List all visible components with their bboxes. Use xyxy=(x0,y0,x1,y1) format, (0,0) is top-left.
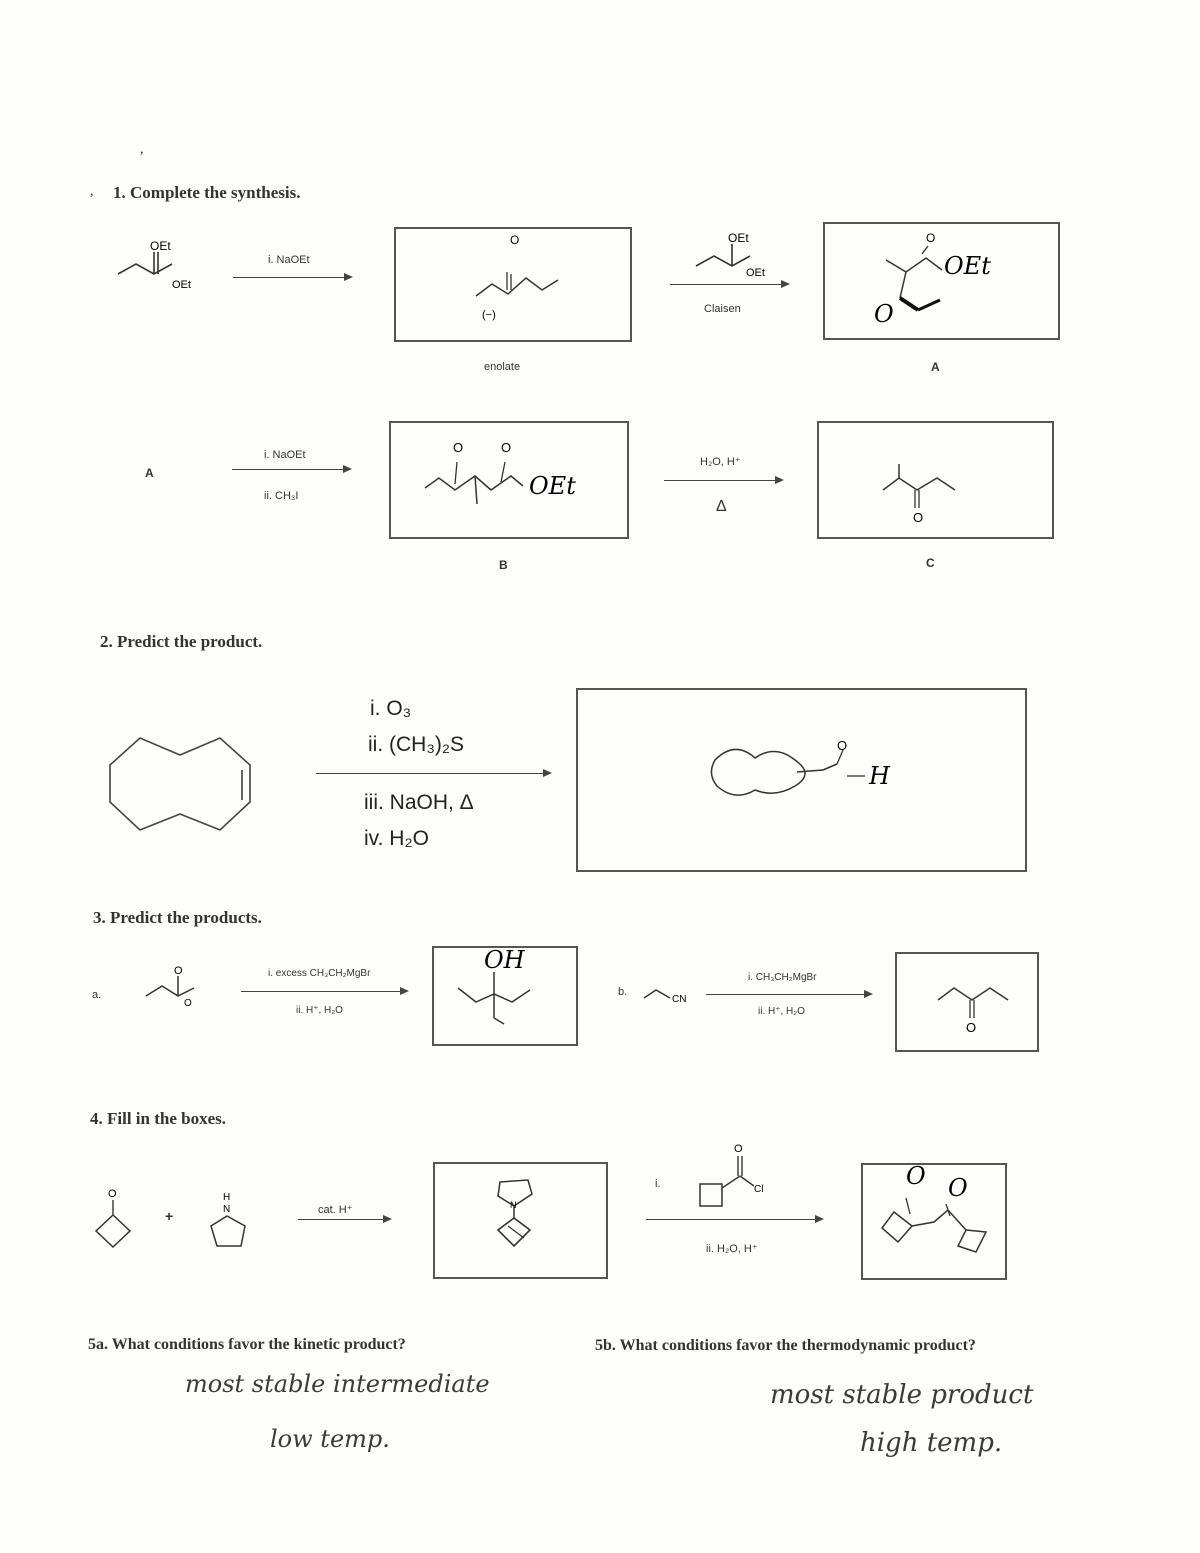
svg-text:H: H xyxy=(223,1192,231,1203)
reagent-cat-h: cat. H⁺ xyxy=(318,1204,353,1216)
product-c-drawing xyxy=(875,460,985,530)
start-a-label: A xyxy=(145,466,154,480)
svg-text:OEt: OEt xyxy=(728,231,749,245)
reagent-h-h2o: ii. H⁺, H₂O xyxy=(296,1005,343,1016)
carbonyl-oxygen: OEt xyxy=(150,239,171,253)
oet-label: OEt xyxy=(172,279,191,291)
svg-text:O: O xyxy=(913,510,924,525)
part-a-label: a. xyxy=(92,989,102,1001)
reaction-arrow xyxy=(232,469,350,470)
stray-mark: , xyxy=(140,142,144,157)
reagent-h-h2o-2: ii. H⁺, H₂O xyxy=(758,1006,805,1017)
svg-text:Cl: Cl xyxy=(754,1184,764,1195)
ethyl-propanoate-structure xyxy=(110,240,210,300)
q3b-product-drawing xyxy=(930,970,1030,1040)
svg-text:O: O xyxy=(906,1162,926,1190)
question-4-title: 4. Fill in the boxes. xyxy=(90,1109,227,1128)
reaction-arrow xyxy=(298,1219,390,1220)
question-1-title: 1. Complete the synthesis. xyxy=(113,183,301,202)
plus-sign: + xyxy=(165,1208,174,1224)
svg-text:O: O xyxy=(184,998,192,1009)
reagent-naoet: i. NaOEt xyxy=(268,254,310,266)
reagent-h2o-h: H₂O, H⁺ xyxy=(700,456,741,468)
product-b-drawing xyxy=(415,432,615,522)
reaction-arrow xyxy=(646,1219,822,1220)
cyclobutanone-structure xyxy=(90,1185,140,1255)
product-a-label: A xyxy=(931,360,940,374)
reagent-grignard: i. CH₃CH₂MgBr xyxy=(748,972,817,983)
svg-text:O: O xyxy=(948,1174,968,1202)
methyl-propanoate-structure xyxy=(140,962,220,1012)
svg-text:O: O xyxy=(966,1020,977,1035)
reaction-arrow xyxy=(233,277,351,278)
answer-5b-line2: high temp. xyxy=(860,1428,1003,1458)
product-a-drawing xyxy=(870,228,1030,328)
enolate-label: enolate xyxy=(484,361,521,373)
answer-5b-line1: most stable product xyxy=(770,1380,1034,1410)
answer-5a-line2: low temp. xyxy=(270,1425,390,1453)
svg-text:O: O xyxy=(837,738,848,753)
reagent-step-ii: ii. H₂O, H⁺ xyxy=(706,1243,758,1255)
reaction-arrow xyxy=(670,284,788,285)
enamine-drawing xyxy=(488,1172,558,1262)
reagent-naoh: iii. NaOH, Δ xyxy=(364,791,474,814)
reagent-dms: ii. (CH₃)₂S xyxy=(368,733,465,756)
reaction-arrow xyxy=(664,480,782,481)
svg-text:N: N xyxy=(223,1204,231,1215)
product-b-label: B xyxy=(499,558,508,572)
part-b-label: b. xyxy=(618,986,628,998)
enolate-answer-drawing xyxy=(470,232,590,327)
svg-text:N: N xyxy=(510,1200,517,1210)
svg-text:O: O xyxy=(926,231,936,245)
reagent-h2o: iv. H₂O xyxy=(364,827,429,850)
svg-text:H: H xyxy=(869,762,890,790)
reagent-excess-grignard: i. excess CH₃CH₂MgBr xyxy=(268,968,371,979)
q3a-product-drawing xyxy=(450,946,560,1040)
cyclodecene-structure xyxy=(100,730,260,840)
svg-text:OEt: OEt xyxy=(529,472,576,500)
q2-product-drawing xyxy=(705,740,905,810)
question-5b-title: 5b. What conditions favor the thermodynamic product? xyxy=(595,1337,976,1354)
reagent-naoet-2: i. NaOEt xyxy=(264,449,306,461)
svg-text:OH: OH xyxy=(484,946,525,974)
stray-mark: , xyxy=(90,184,94,199)
pyrrolidine-structure xyxy=(205,1188,265,1258)
reaction-arrow xyxy=(706,994,871,995)
svg-text:O: O xyxy=(108,1188,117,1200)
svg-text:O: O xyxy=(174,965,183,977)
svg-text:(−): (−) xyxy=(482,309,496,321)
answer-5a-line1: most stable intermediate xyxy=(185,1370,490,1398)
reaction-arrow xyxy=(241,991,407,992)
question-3-title: 3. Predict the products. xyxy=(93,908,262,927)
svg-text:CN: CN xyxy=(672,994,687,1005)
svg-text:OEt: OEt xyxy=(746,267,765,279)
question-2-title: 2. Predict the product. xyxy=(100,632,263,651)
propionitrile-structure xyxy=(640,976,700,1006)
product-c-label: C xyxy=(926,556,935,570)
question-5a-title: 5a. What conditions favor the kinetic product? xyxy=(88,1336,406,1353)
reagent-ch3i: ii. CH₃I xyxy=(264,490,299,502)
claisen-label: Claisen xyxy=(704,303,741,315)
svg-text:O: O xyxy=(874,300,894,328)
acid-chloride-structure xyxy=(688,1140,778,1220)
svg-text:O: O xyxy=(734,1143,743,1155)
svg-text:O: O xyxy=(453,440,464,455)
reagent-step-i: i. xyxy=(655,1178,661,1190)
reaction-arrow xyxy=(316,773,550,774)
svg-text:O: O xyxy=(510,233,520,247)
svg-text:OEt: OEt xyxy=(944,252,991,280)
svg-text:O: O xyxy=(501,440,512,455)
heat-symbol: Δ xyxy=(716,498,727,515)
diketone-drawing xyxy=(872,1162,1002,1270)
reagent-o3: i. O₃ xyxy=(370,697,412,720)
ethyl-propanoate-reagent xyxy=(690,232,790,282)
